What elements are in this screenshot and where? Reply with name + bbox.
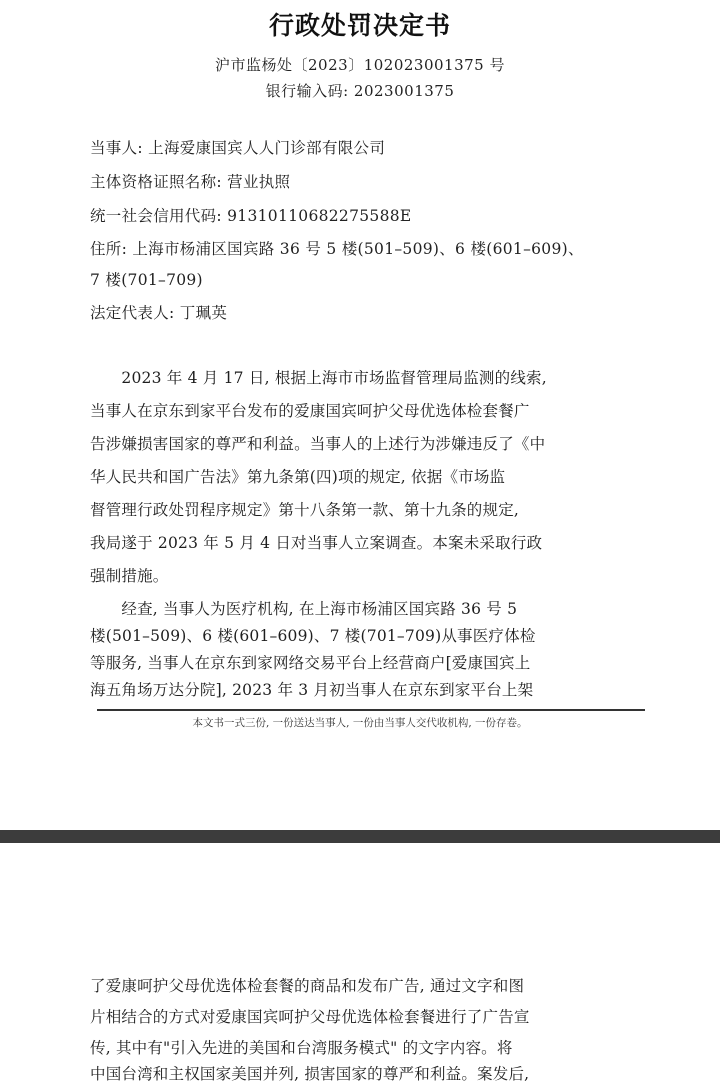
footer-divider bbox=[97, 709, 645, 711]
page2-body-line: 传, 其中有"引入先进的美国和台湾服务模式" 的文字内容。将 bbox=[90, 1039, 513, 1057]
bank-input-code: 银行输入码: 2023001375 bbox=[265, 82, 455, 100]
body-line: 海五角场万达分院], 2023 年 3 月初当事人在京东到家平台上架 bbox=[90, 681, 534, 699]
page2-body-line: 中国台湾和主权国家美国并列, 损害国家的尊严和利益。案发后, bbox=[90, 1065, 530, 1083]
body-line: 华人民共和国广告法》第九条第(四)项的规定, 依据《市场监 bbox=[90, 468, 506, 486]
body-line: 当事人在京东到家平台发布的爱康国宾呵护父母优选体检套餐广 bbox=[90, 402, 530, 420]
document-number: 沪市监杨处〔2023〕102023001375 号 bbox=[215, 56, 505, 74]
license-name-line: 主体资格证照名称: 营业执照 bbox=[90, 173, 291, 191]
legal-representative-line: 法定代表人: 丁珮英 bbox=[90, 304, 228, 322]
page2-body-line: 了爱康呵护父母优选体检套餐的商品和发布广告, 通过文字和图 bbox=[90, 977, 525, 995]
address-line-1: 住所: 上海市杨浦区国宾路 36 号 5 楼(501–509)、6 楼(601–609)、 bbox=[90, 240, 584, 258]
body-line: 告涉嫌损害国家的尊严和利益。当事人的上述行为涉嫌违反了《中 bbox=[90, 435, 546, 453]
document-title: 行政处罚决定书 bbox=[268, 11, 451, 40]
page2-body-line: 片相结合的方式对爱康国宾呵护父母优选体检套餐进行了广告宣 bbox=[90, 1008, 530, 1026]
footer-note: 本文书一式三份, 一份送达当事人, 一份由当事人交代收机构, 一份存卷。 bbox=[192, 717, 528, 729]
body-line: 我局遂于 2023 年 5 月 4 日对当事人立案调查。本案未采取行政 bbox=[90, 534, 543, 552]
credit-code-line: 统一社会信用代码: 91310110682275588E bbox=[90, 207, 412, 225]
body-line: 经查, 当事人为医疗机构, 在上海市杨浦区国宾路 36 号 5 bbox=[90, 600, 518, 618]
document-page-2 bbox=[0, 843, 720, 1085]
body-line: 楼(501–509)、6 楼(601–609)、7 楼(701–709)从事医疗体检 bbox=[90, 627, 536, 645]
body-line: 督管理行政处罚程序规定》第十八条第一款、第十九条的规定, bbox=[90, 501, 520, 519]
page-separator bbox=[0, 830, 720, 843]
address-line-2: 7 楼(701–709) bbox=[90, 271, 203, 289]
party-name-line: 当事人: 上海爱康国宾人人门诊部有限公司 bbox=[90, 139, 386, 157]
body-line: 等服务, 当事人在京东到家网络交易平台上经营商户[爱康国宾上 bbox=[90, 654, 531, 672]
body-line: 2023 年 4 月 17 日, 根据上海市市场监督管理局监测的线索, bbox=[90, 369, 547, 387]
body-line: 强制措施。 bbox=[90, 567, 169, 585]
